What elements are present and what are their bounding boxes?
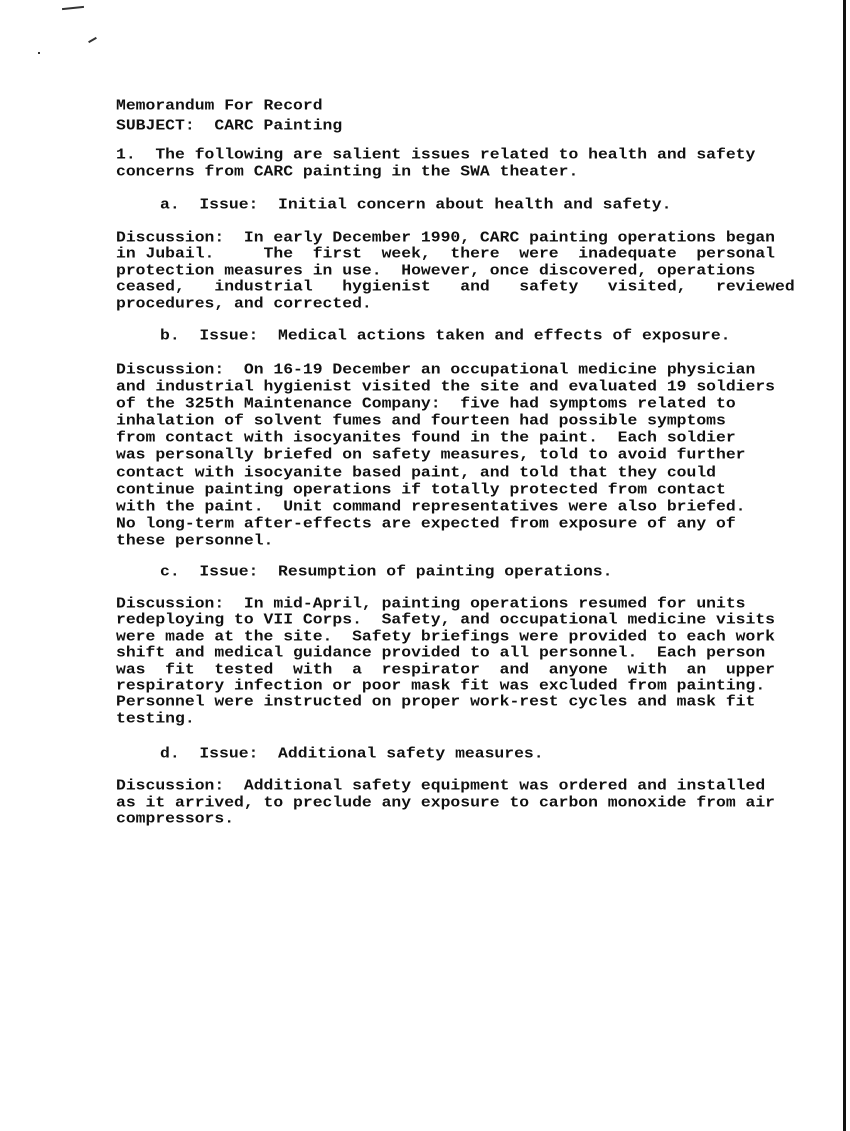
discussion-d-line: as it arrived, to preclude any exposure to carbon monoxide from air xyxy=(116,793,776,811)
discussion-a-line: procedures, and corrected. xyxy=(116,294,372,312)
discussion-c-line: respiratory infection or poor mask fit was excluded from painting. xyxy=(116,676,766,695)
scan-page-edge xyxy=(843,0,846,1131)
discussion-b-line: inhalation of solvent fumes and fourteen had possible symptoms xyxy=(116,412,726,430)
discussion-b-line: No long-term after-effects are expected from exposure of any of xyxy=(116,514,736,533)
discussion-b-line: contact with isocyanite based paint, and told that they could xyxy=(116,463,716,481)
discussion-b-line: continue painting operations if totally protected from contact xyxy=(116,480,726,498)
intro-line: 1. The following are salient issues related to health and safety xyxy=(116,145,756,164)
issue-a-block xyxy=(160,197,815,213)
discussion-b-line: was personally briefed on safety measures, told to avoid further xyxy=(116,446,746,464)
issue-d-line: d. Issue: Additional safety measures. xyxy=(160,744,544,763)
issue-c-block xyxy=(160,564,815,580)
scan-mark xyxy=(88,37,97,43)
discussion-c-line: was fit tested with a respirator and anyone with an upper xyxy=(116,660,776,678)
discussion-c-line: shift and medical guidance provided to all personnel. Each person xyxy=(116,643,766,662)
discussion-c-line: were made at the site. Safety briefings were provided to each work xyxy=(116,627,776,646)
discussion-c-line: redeploying to VII Corps. Safety, and occupational medicine visits xyxy=(116,611,776,629)
discussion-a-line: ceased, industrial hygienist and safety visited, reviewed xyxy=(116,277,795,296)
header-block xyxy=(116,96,771,136)
intro-line: concerns from CARC painting in the SWA theater. xyxy=(116,162,579,180)
intro-block xyxy=(116,147,771,180)
issue-d-block xyxy=(160,746,815,762)
discussion-c-line: testing. xyxy=(116,709,195,728)
discussion-b-line: of the 325th Maintenance Company: five had symptoms related to xyxy=(116,394,736,413)
discussion-a-line: in Jubail. The first week, there were inadequate personal xyxy=(116,245,776,263)
discussion-c-line: Discussion: In mid-April, painting operations resumed for units xyxy=(116,594,746,613)
issue-b-block xyxy=(160,328,815,344)
discussion-d-line: compressors. xyxy=(116,810,235,828)
discussion-b-line: these personnel. xyxy=(116,531,274,550)
discussion-b-line: with the paint. Unit command representatives were also briefed. xyxy=(116,497,746,515)
discussion-b-line: and industrial hygienist visited the site and evaluated 19 soldiers xyxy=(116,377,776,396)
discussion-a-line: protection measures in use. However, once discovered, operations xyxy=(116,261,756,280)
discussion-d-block xyxy=(116,776,776,828)
discussion-a-block xyxy=(116,228,795,312)
header-line: Memorandum For Record xyxy=(116,96,323,115)
discussion-d-line: Discussion: Additional safety equipment was ordered and installed xyxy=(116,776,766,795)
discussion-b-line: Discussion: On 16-19 December an occupational medicine physician xyxy=(116,360,756,379)
issue-c-line: c. Issue: Resumption of painting operations. xyxy=(160,562,613,581)
discussion-b-line: from contact with isocyanites found in the paint. Each soldier xyxy=(116,429,736,447)
discussion-c-line: Personnel were instructed on proper work-rest cycles and mask fit xyxy=(116,693,756,711)
discussion-c-block xyxy=(116,594,776,728)
issue-b-line: b. Issue: Medical actions taken and effects of exposure. xyxy=(160,326,731,345)
scan-mark xyxy=(62,6,84,10)
scan-mark xyxy=(38,52,40,54)
header-line: SUBJECT: CARC Painting xyxy=(116,116,343,135)
issue-a-line: a. Issue: Initial concern about health and safety. xyxy=(160,195,672,214)
discussion-a-line: Discussion: In early December 1990, CARC painting operations began xyxy=(116,228,776,247)
discussion-b-block xyxy=(116,360,776,550)
